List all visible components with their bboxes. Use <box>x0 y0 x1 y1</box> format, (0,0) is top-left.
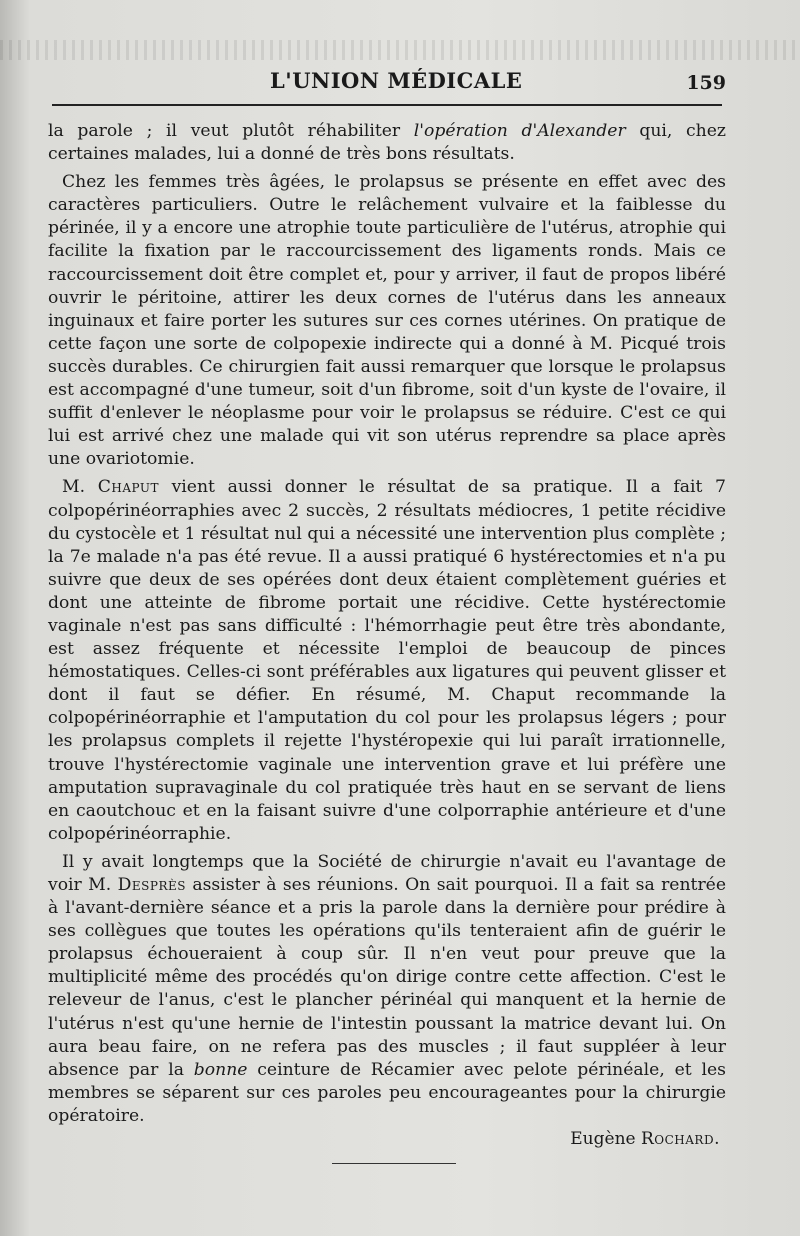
paragraph <box>48 171 726 471</box>
page-edge-shading <box>0 40 800 60</box>
text-run: Chez les femmes très âgées, le prolapsus se présente en effet avec des caractères particuliers. Outre le relâchement vulvaire et la faiblesse du périnée, il y a encore une atrophie toute particulière de l'utérus, atrophie qui facilite la fixation par le raccourcissement des ligaments ronds. Mais ce raccourcissement doit être complet et, pour y arriver, il faut de propos libéré ouvrir le péritoine, attirer les deux cornes de l'utérus dans les anneaux inguinaux et faire porter les sutures sur ces cornes utérines. On pratique de cette façon une sorte de colpopexie indirecte qui a donné à M. Picqué trois succès durables. Ce chirurgien fait aussi remarquer que lorsque le prolapsus est accompagné d'une tumeur, soit d'un fibrome, soit d'un kyste de l'ovaire, il suffit d'enlever le néoplasme pour voir le prolapsus se réduire. C'est ce qui lui est arrivé chez une malade qui vit son utérus reprendre sa place après une ovariotomie. <box>48 172 726 470</box>
text-run: qui, chez certaines malades, lui a donné de très bons résultats. <box>48 121 726 165</box>
text-run: vient aussi donner le résultat de sa pratique. Il a fait 7 colpopérinéorraphies avec 2 succès, 2 résultats médiocres, 1 petite récidive du cystocèle et 1 résultat nul qui a nécessité une intervention plus complète ; la 7e malade n'a pas été revue. Il a aussi pratiqué 6 hystérectomies et n'a pu suivre que deux de ses opérées dont deux étaient complètement guéries et dont une atteinte de fibrome portait une récidive. Cette hystérectomie vaginale n'est pas sans difficulté : l'hémorrhagie peut être très abondante, est assez fréquente et nécessite l'emploi de beaucoup de pinces hémostatiques. Celles-ci sont préférables aux ligatures qui peuvent glisser et dont il faut se défier. En résumé, M. Chaput recommande la colpopérinéorraphie et l'amputation du col pour les prolapsus légers ; pour les prolapsus complets il rejette l'hystéropexie qui lui paraît irrationnelle, trouve l'hystérectomie vaginale une intervention grave et lui préfère une amputation supravaginale du col pratiquée très haut en se servant de liens en caoutchouc et en la faisant suivre d'une colporraphie antérieure et d'une colpopérinéorraphie. <box>48 477 726 844</box>
text-run: la parole ; il veut plutôt réhabiliter <box>48 121 414 141</box>
header-rule <box>52 104 722 106</box>
smallcaps-name: Chaput <box>97 477 159 498</box>
text-run: assister à ses réunions. On sait pourquoi. Il a fait sa rentrée à l'avant-dernière séance et a pris la parole dans la dernière pour prédire à ses collègues que toutes les opérations qu'ils tenteraient afin de guérir le prolapsus échoueraient à coup sûr. Il n'en veut pour preuve que la multiplicité même des procédés qu'on dirige contre cette affection. C'est le releveur de l'anus, c'est le plancher périnéal qui manquent et la hernie de l'utérus n'est qu'une hernie de l'intestin poussant la matrice devant lui. On aura beau faire, on ne refera pas des muscles ; il faut suppléer à leur absence par la <box>48 875 727 1080</box>
page-header <box>48 66 728 96</box>
text-run: Il y avait longtemps que la Société de chirurgie n'avait eu l'avantage de voir M. <box>48 851 726 895</box>
italic-text: l'opération d'Alexander <box>413 121 626 141</box>
text-run: ceinture de Récamier avec pelote périnéale, et les membres se séparent sur ces paroles peu encourageantes pour la chirurgie opératoire. <box>48 1059 726 1126</box>
author-first-name: Eugène <box>570 1129 636 1150</box>
article-body <box>48 120 726 1150</box>
paragraph <box>48 476 726 846</box>
paragraph <box>48 851 726 1128</box>
page-number: 159 <box>686 72 726 94</box>
author-last-name: Rochard. <box>640 1129 720 1150</box>
italic-text: bonne <box>193 1059 248 1080</box>
paragraph <box>48 120 726 166</box>
end-rule <box>332 1163 456 1164</box>
author-signature <box>48 1128 726 1150</box>
running-title: L'UNION MÉDICALE <box>270 68 523 93</box>
smallcaps-name: Desprès <box>117 875 186 895</box>
text-run: M. <box>62 477 98 498</box>
